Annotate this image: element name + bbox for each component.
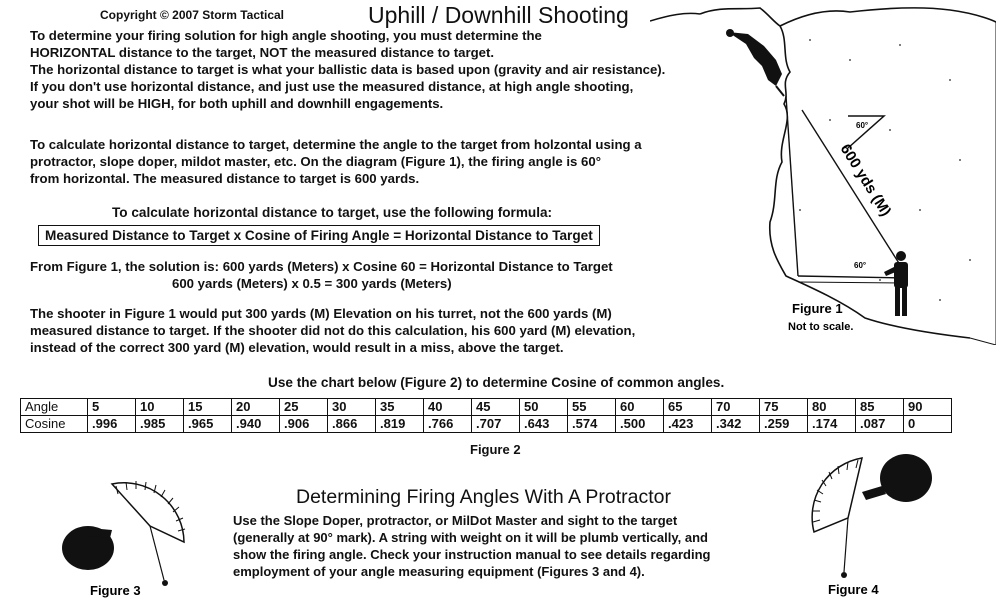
angle-top-label: 60° (856, 121, 869, 130)
angle-cell: 20 (232, 399, 280, 416)
horizontal-leg (798, 276, 906, 278)
chart-lead: Use the chart below (Figure 2) to determine Cosine of common angles. (268, 375, 725, 390)
plumb-string (844, 518, 848, 572)
angle-cell: 65 (664, 399, 712, 416)
plumb-string (150, 526, 164, 580)
intro-line: HORIZONTAL distance to the target, NOT the measured distance to target. (30, 45, 495, 60)
cosine-cell: .965 (184, 416, 232, 433)
angle-cell: 90 (904, 399, 952, 416)
protractor-arc (112, 483, 184, 542)
cosine-cell: .985 (136, 416, 184, 433)
conclusion-line: measured distance to target. If the shooter did not do this calculation, his 600 yard (M) elevation, (30, 323, 636, 338)
angle-cell: 45 (472, 399, 520, 416)
angle-cell: 75 (760, 399, 808, 416)
angle-cell: 50 (520, 399, 568, 416)
explanation-paragraph (30, 136, 642, 187)
intro-line: To determine your firing solution for high angle shooting, you must determine the (30, 28, 542, 43)
formula-box: Measured Distance to Target x Cosine of Firing Angle = Horizontal Distance to Target (38, 225, 600, 246)
cosine-cell: .342 (712, 416, 760, 433)
angle-row (21, 399, 952, 416)
solution-line: 600 yards (Meters) x 0.5 = 300 yards (Meters) (172, 276, 452, 291)
distance-label: 600 yds (M) (836, 141, 895, 220)
protractor-section-title: Determining Firing Angles With A Protractor (296, 486, 671, 508)
plumb-weight (841, 572, 847, 578)
cliff-edge (970, 22, 996, 345)
angle-row-label: Angle (21, 399, 88, 416)
protractor-line: employment of your angle measuring equipment (Figures 3 and 4). (233, 564, 645, 579)
cosine-cell: .906 (280, 416, 328, 433)
intro-line: If you don't use horizontal distance, and just use the measured distance, at high angle shooting, (30, 79, 634, 94)
angle-cell: 35 (376, 399, 424, 416)
angle-cell: 85 (856, 399, 904, 416)
cosine-cell: .574 (568, 416, 616, 433)
figure3-caption: Figure 3 (90, 583, 141, 598)
intro-paragraph (30, 27, 665, 112)
conclusion-paragraph (30, 305, 635, 356)
cosine-cell: .423 (664, 416, 712, 433)
protractor-line: Use the Slope Doper, protractor, or MilDot Master and sight to the target (233, 513, 678, 528)
protractor-line: show the firing angle. Check your instruction manual to see details regarding (233, 547, 711, 562)
protractor-line: (generally at 90° mark). A string with weight on it will be plumb vertically, and (233, 530, 708, 545)
ground-line (798, 282, 906, 283)
solution-paragraph (30, 258, 613, 292)
target-figure (726, 29, 784, 96)
hypotenuse-line (802, 110, 902, 268)
cosine-cell: .087 (856, 416, 904, 433)
cliff-top-outline (700, 8, 996, 26)
cosine-cell: .643 (520, 416, 568, 433)
cosine-cell: .866 (328, 416, 376, 433)
plumb-weight (162, 580, 168, 586)
cosine-cell: .259 (760, 416, 808, 433)
protractor-paragraph (233, 512, 710, 580)
shooter-figure (884, 251, 908, 316)
formula-lead: To calculate horizontal distance to target, use the following formula: (112, 205, 553, 220)
figure1-diagram (650, 0, 996, 345)
angle-cell: 15 (184, 399, 232, 416)
cosine-cell: .500 (616, 416, 664, 433)
intro-line: your shot will be HIGH, for both uphill and downhill engagements. (30, 96, 444, 111)
explanation-line: To calculate horizontal distance to target, determine the angle to the target from holzontal using a (30, 137, 642, 152)
cosine-cell: 0 (904, 416, 952, 433)
angle-cell: 60 (616, 399, 664, 416)
title-underline (650, 13, 700, 21)
angle-cell: 25 (280, 399, 328, 416)
angle-cell: 80 (808, 399, 856, 416)
figure1-note: Not to scale. (788, 321, 854, 333)
angle-cell: 55 (568, 399, 616, 416)
vertical-leg (786, 96, 798, 276)
cosine-cell: .766 (424, 416, 472, 433)
figure1-caption: Figure 1 (792, 301, 843, 316)
cosine-cell: .174 (808, 416, 856, 433)
angle-cell: 5 (88, 399, 136, 416)
angle-cell: 30 (328, 399, 376, 416)
protractor-arc (812, 458, 862, 532)
figure4-caption: Figure 4 (828, 582, 879, 597)
solution-line: From Figure 1, the solution is: 600 yards (Meters) x Cosine 60 = Horizontal Distance to Target (30, 259, 613, 274)
cosine-cell: .940 (232, 416, 280, 433)
explanation-line: from horizontal. The measured distance to target is 600 yards. (30, 171, 420, 186)
cosine-cell: .819 (376, 416, 424, 433)
figure4-head (862, 454, 932, 502)
conclusion-line: The shooter in Figure 1 would put 300 yards (M) Elevation on his turret, not the 600 yards (M) (30, 306, 612, 321)
figure3-diagram (50, 452, 200, 604)
cosine-table (20, 398, 952, 433)
cosine-cell: .707 (472, 416, 520, 433)
cosine-row (21, 416, 952, 433)
angle-cell: 70 (712, 399, 760, 416)
figure4-diagram (790, 448, 940, 600)
intro-line: The horizontal distance to target is what your ballistic data is based upon (gravity and air resistance). (30, 62, 666, 77)
copyright-notice: Copyright © 2007 Storm Tactical (100, 8, 285, 22)
figure3-head (62, 526, 114, 570)
cosine-cell: .996 (88, 416, 136, 433)
figure2-caption: Figure 2 (470, 442, 521, 457)
conclusion-line: instead of the correct 300 yard (M) elevation, would result in a miss, above the target. (30, 340, 564, 355)
angle-cell: 40 (424, 399, 472, 416)
explanation-line: protractor, slope doper, mildot master, etc. On the diagram (Figure 1), the firing angle is 60° (30, 154, 601, 169)
angle-bottom-label: 60° (854, 261, 867, 270)
page-title: Uphill / Downhill Shooting (368, 2, 629, 28)
cliff-texture (799, 39, 971, 301)
angle-cell: 10 (136, 399, 184, 416)
cosine-row-label: Cosine (21, 416, 88, 433)
